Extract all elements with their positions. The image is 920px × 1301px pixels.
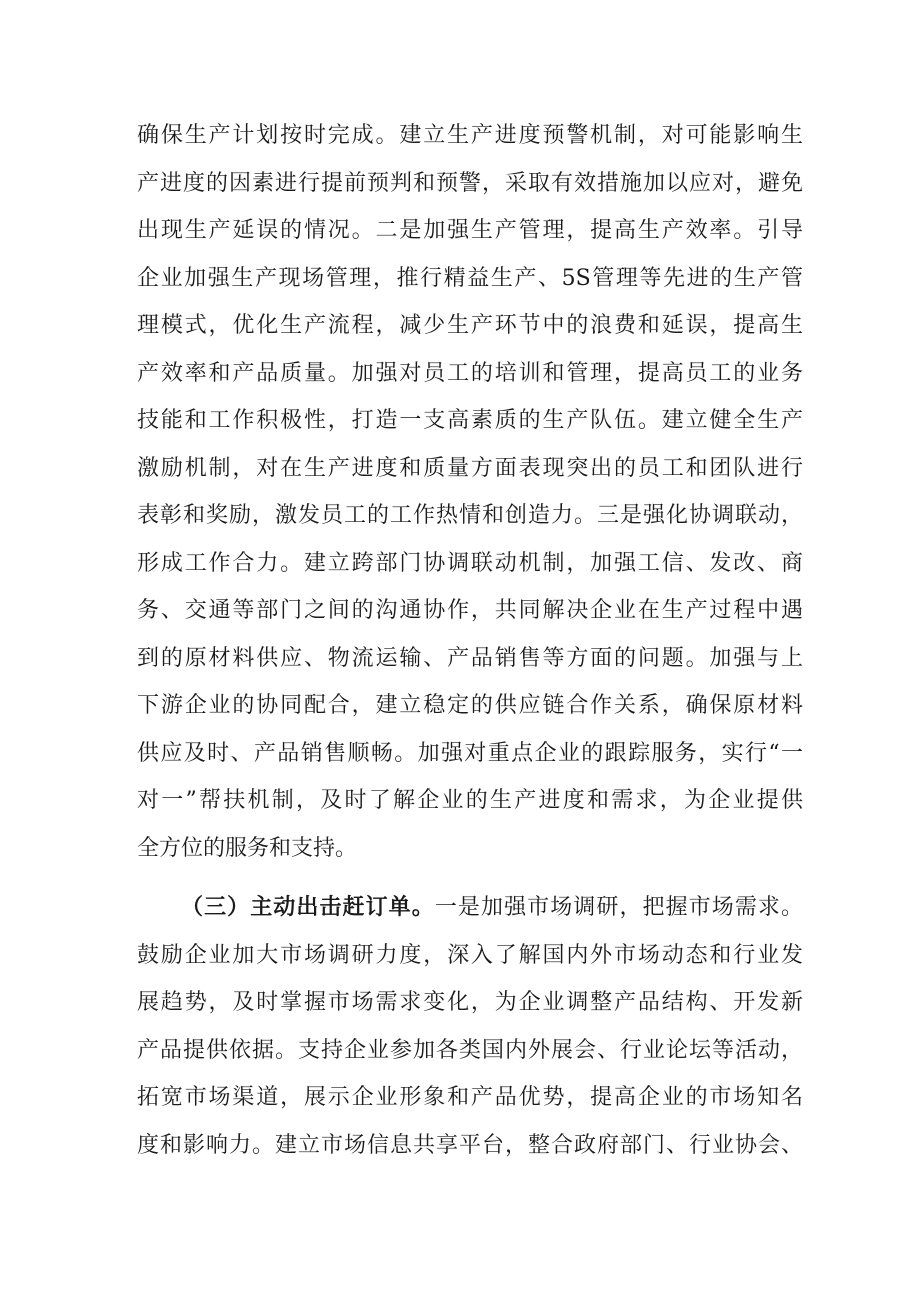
paragraph-continued [137,112,803,872]
text-line: 激励机制，对在生产进度和质量方面表现突出的员工和团队进行 [137,455,803,481]
text-line: 确保生产计划按时完成。建立生产进度预警机制，对可能影响生 [137,123,803,148]
text-line: 产效率和产品质量。加强对员工的培训和管理，提高员工的业务 [137,360,803,386]
text-run: 一是加强市场调研，把握市场需求。 [434,895,803,920]
text-line: 全方位的服务和支持。 [137,835,358,861]
text-line: 展趋势，及时掌握市场需求变化，为企业调整产品结构、开发新 [137,990,803,1015]
text-line: 表彰和奖励，激发员工的工作热情和创造力。三是强化协调联动， [137,503,803,528]
text-line: 产品提供依据。支持企业参加各类国内外展会、行业论坛等活动， [137,1037,803,1063]
text-line: 技能和工作积极性，打造一支高素质的生产队伍。建立健全生产 [137,408,803,433]
text-line: 到的原材料供应、物流运输、产品销售等方面的问题。加强与上 [137,645,803,671]
document-page [137,112,803,1169]
text-line: 对一”帮扶机制，及时了解企业的生产进度和需求，为企业提供 [137,788,803,813]
text-line: 企业加强生产现场管理，推行精益生产、5S管理等先进的生产管 [137,265,803,291]
text-line: 下游企业的协同配合，建立稳定的供应链合作关系，确保原材料 [137,693,803,718]
text-line: 形成工作合力。建立跨部门协调联动机制，加强工信、发改、商 [137,550,803,576]
text-line: 鼓励企业加大市场调研力度，深入了解国内外市场动态和行业发 [137,942,803,968]
text-line: 拓宽市场渠道，展示企业形象和产品优势，提高企业的市场知名 [137,1085,803,1110]
text-line: 理模式，优化生产流程，减少生产环节中的浪费和延误，提高生 [137,313,803,338]
section-heading: （三）主动出击赶订单。 [181,895,435,920]
text-line: 供应及时、产品销售顺畅。加强对重点企业的跟踪服务，实行“一 [137,740,803,766]
paragraph-section-three [137,884,803,1169]
text-line: 出现生产延误的情况。二是加强生产管理，提高生产效率。引导 [137,218,803,243]
text-line: 产进度的因素进行提前预判和预警，采取有效措施加以应对，避免 [137,170,803,196]
text-line: 务、交通等部门之间的沟通协作，共同解决企业在生产过程中遇 [137,598,803,623]
text-line [137,884,803,932]
text-line: 度和影响力。建立市场信息共享平台，整合政府部门、行业协会、 [137,1132,803,1158]
